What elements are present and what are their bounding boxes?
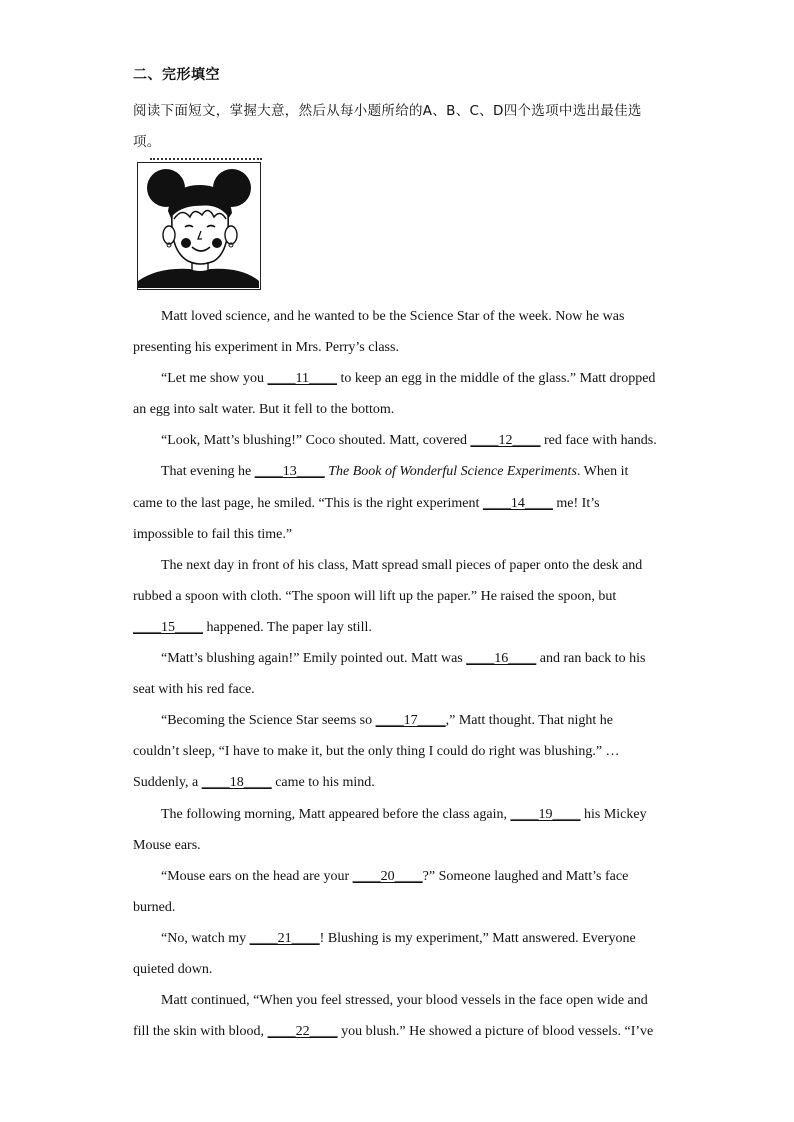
blank-20: ____20____ [352, 868, 423, 884]
boy-illustration-svg [138, 163, 259, 288]
blank-15: ____15____ [133, 619, 203, 635]
story-line: Suddenly, a ____18____ came to his mind. [133, 775, 375, 791]
blank-16: ____16____ [466, 651, 537, 667]
section-heading: 二、完形填空 [133, 67, 220, 83]
story-line: “Let me show you ____11____ to keep an egg in the middle of the glass.” Matt dropped [161, 371, 656, 387]
blank-12: ____12____ [470, 433, 541, 449]
blank-13: ____13____ [254, 464, 325, 480]
story-line: presenting his experiment in Mrs. Perry’s class. [133, 340, 399, 356]
story-line: That evening he ____13____ The Book of Wonderful Science Experiments. When it [161, 464, 629, 480]
blank-17: ____17____ [375, 713, 446, 729]
story-line: “Look, Matt’s blushing!” Coco shouted. Matt, covered ____12____ red face with hands. [161, 433, 657, 449]
blank-14: ____14____ [482, 495, 553, 511]
blank-21: ____21____ [249, 930, 320, 946]
book-title: The Book of Wonderful Science Experiments [328, 464, 577, 480]
story-line: burned. [133, 899, 176, 915]
story-line: “Matt’s blushing again!” Emily pointed out. Matt was ____16____ and ran back to his [161, 651, 646, 667]
story-line: an egg into salt water. But it fell to the bottom. [133, 402, 395, 418]
story-line: impossible to fail this time.” [133, 526, 293, 542]
story-line: Mouse ears. [133, 837, 201, 853]
story-line: The next day in front of his class, Matt spread small pieces of paper onto the desk and [161, 557, 643, 573]
blank-22: ____22____ [267, 1024, 338, 1040]
story-line: quieted down. [133, 961, 213, 977]
story-line: seat with his red face. [133, 682, 255, 698]
story-line: Matt loved science, and he wanted to be the Science Star of the week. Now he was [161, 309, 625, 324]
story-line: fill the skin with blood, ____22____ you blush.” He showed a picture of blood vessels. “I’ve [133, 1024, 654, 1040]
blank-18: ____18____ [201, 775, 272, 791]
story-line: Matt continued, “When you feel stressed, your blood vessels in the face open wide and [161, 993, 648, 1009]
story-line: “Becoming the Science Star seems so ____17____,” Matt thought. That night he [161, 713, 613, 729]
instructions: 阅读下面短文，掌握大意，然后从每小题所给的A、B、C、D四个选项中选出最佳选项。 [133, 103, 642, 150]
story-passage [133, 301, 663, 1047]
story-line: “No, watch my ____21____! Blushing is my experiment,” Matt answered. Everyone [161, 930, 636, 946]
story-line: ____15____ happened. The paper lay still. [133, 619, 372, 635]
story-line: “Mouse ears on the head are your ____20____?” Someone laughed and Matt’s face [161, 868, 629, 884]
blank-19: ____19____ [510, 806, 581, 822]
story-line: couldn’t sleep, “I have to make it, but the only thing I could do right was blushing.” … [133, 744, 620, 760]
story-line: The following morning, Matt appeared before the class again, ____19____ his Mickey [161, 806, 647, 822]
story-line: came to the last page, he smiled. “This is the right experiment ____14____ me! It’s [133, 495, 600, 511]
blank-11: ____11____ [267, 371, 338, 387]
boy-with-mouse-ears-illustration [137, 162, 261, 290]
story-line: rubbed a spoon with cloth. “The spoon will lift up the paper.” He raised the spoon, but [133, 588, 617, 604]
